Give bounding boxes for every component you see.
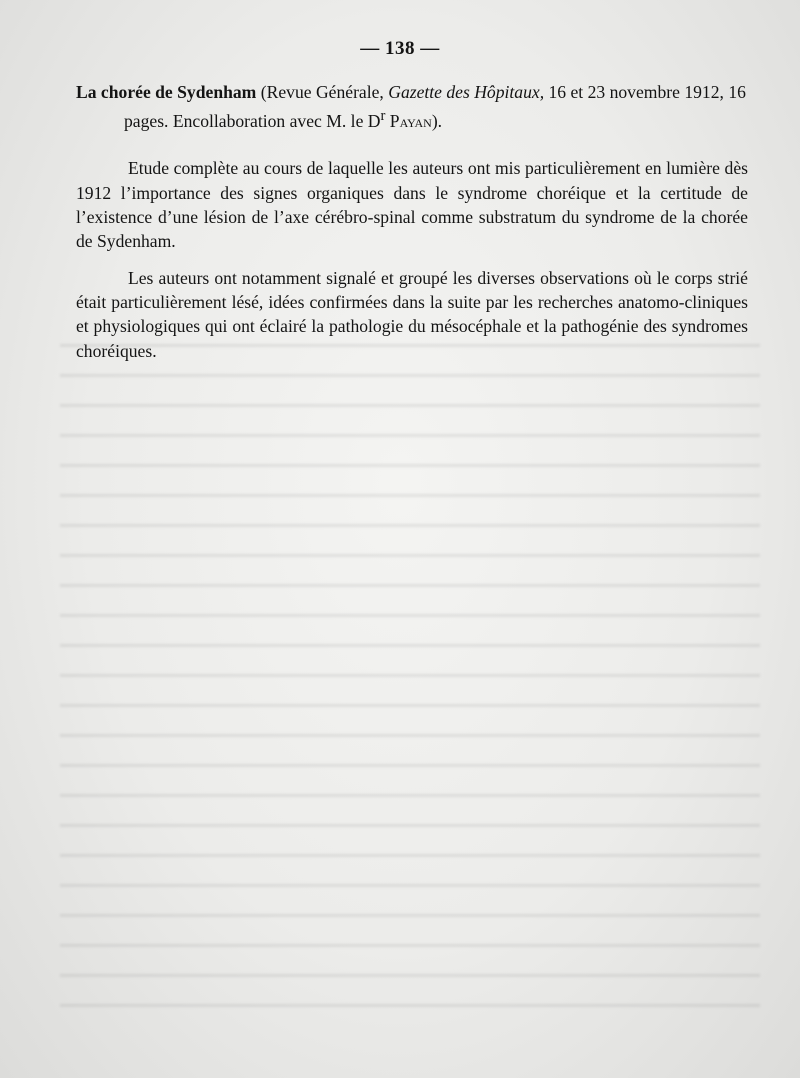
citation-dr-superscript: r [380, 108, 386, 125]
citation-author: Payan [389, 111, 432, 132]
summary-paragraph-1: Etude complète au cours de laquelle les auteurs ont mis particulièrement en lumière dès 1912 l’importance des signes organiques dans le syndrome choréique et la certitude de l’existence d’une lésion de l’axe cérébro-spinal comme substratum du syndrome de la chorée de Sydenham. [76, 158, 748, 252]
bibliography-entry [76, 80, 748, 375]
citation-dates: 16 et 23 novembre 1912, 16 pages. Encollaboration avec M. le D [124, 82, 746, 132]
summary-paragraph-2: Les auteurs ont notamment signalé et groupé les diverses observations où le corps strié était particulièrement lésé, idées confirmées dans la suite par les recherches anatomo-cliniques et physiologiques qui ont éclairé la pathologie du mésocéphale et la pathogénie des syndromes choréiques. [76, 267, 748, 361]
show-through-text [60, 330, 760, 1010]
citation-open: (Revue Générale, [256, 82, 389, 102]
citation-close: ). [431, 111, 443, 132]
citation-title: La chorée de Sydenham [76, 82, 257, 102]
citation [76, 80, 748, 133]
page-number: — 138 — [360, 38, 440, 59]
citation-journal: Gazette des Hôpitaux, [388, 82, 545, 102]
